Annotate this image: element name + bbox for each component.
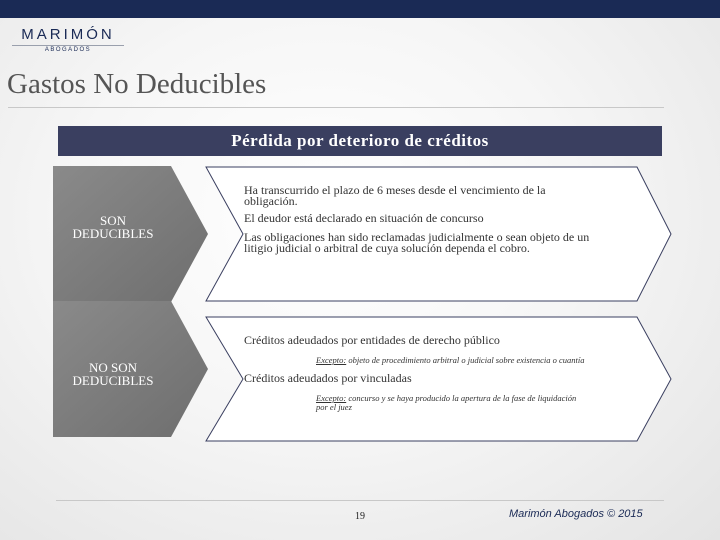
deducibles-item: Las obligaciones han sido reclamadas judicialmente o sean objeto de un litigio judicial o arbitral de cuya solución dependa el cobro. (244, 230, 590, 255)
logo-divider (12, 45, 124, 46)
no-deducibles-item: Créditos adeudados por vinculadas (244, 371, 412, 385)
deducibles-label (53, 214, 173, 240)
title-divider (8, 107, 664, 108)
deducibles-list (244, 185, 594, 254)
deducibles-item: Ha transcurrido el plazo de 6 meses desde el vencimiento de la obligación. (244, 183, 546, 208)
exception-note (316, 356, 588, 365)
exception-text: objeto de procedimiento arbitral o judicial sobre existencia o cuantía (346, 355, 585, 365)
no-deducibles-list (244, 335, 624, 412)
section-banner: Pérdida por deterioro de créditos (58, 126, 662, 156)
no-deducibles-label-line2: DEDUCIBLES (72, 373, 154, 388)
no-deducibles-label (53, 361, 173, 387)
copyright: Marimón Abogados © 2015 (509, 508, 643, 520)
page-title: Gastos No Deducibles (7, 68, 267, 100)
logo-name: MARIMÓN (21, 26, 115, 43)
top-bar (0, 0, 720, 18)
exception-prefix: Excepto: (316, 393, 347, 403)
footer-divider (56, 500, 664, 501)
exception-prefix: Excepto: (316, 355, 347, 365)
page-number: 19 (355, 511, 365, 522)
exception-text: concurso y se haya producido la apertura de la fase de liquidación por el juez (316, 393, 577, 412)
deducibles-label-line1: SON (99, 213, 126, 228)
no-deducibles-item: Créditos adeudados por entidades de derecho público (244, 333, 500, 347)
no-deducibles-label-line1: NO SON (88, 360, 138, 375)
exception-note (316, 394, 588, 412)
deducibles-item: El deudor está declarado en situación de concurso (244, 211, 484, 225)
logo (12, 26, 124, 53)
deducibles-label-line2: DEDUCIBLES (72, 226, 154, 241)
logo-subtitle: ABOGADOS (44, 47, 92, 53)
